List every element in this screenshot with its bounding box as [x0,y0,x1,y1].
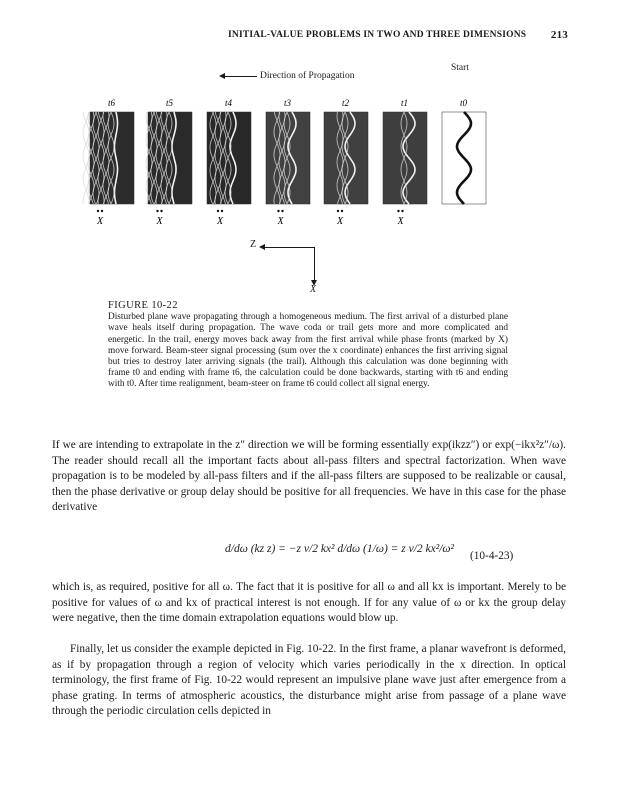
phase-marker-x: X [156,216,163,227]
wave-frame [207,112,251,204]
frame-label: t0 [460,98,468,108]
figure-label: FIGURE 10-22 [108,300,178,311]
page-number: 213 [550,29,568,41]
axis-z-label: Z [250,239,257,250]
equation: d/dω (kz z) = −z v/2 kx² d/dω (1/ω) = z v/2 kx²/ω² [225,543,454,555]
marker-dot [337,210,339,212]
frame-label: t3 [284,98,292,108]
wave-frame [146,112,192,204]
paragraph-2: which is, as required, positive for all ω. The fact that it is positive for all ω and all kx is important. Merely to be positive for values of ω and kx of practical interest is not enough. If for any value of ω or kx the group delay were negative, then the time domain extrapolation equations would blow up. [52,581,566,625]
wave-frame [324,112,368,204]
wave-frame [266,112,310,204]
frame-label: t6 [108,98,116,108]
marker-dot [221,210,223,212]
paragraph-1: If we are intending to extrapolate in the z″ direction we will be forming essentially exp(ikzz″) or exp(−ikx²z″/ω). The reader should recall all the important facts about all-pass filters and spectral factorization. When wave propagation is to be modeled by all-pass filters and if the all-pass filters are supposed to be realizable or causal, then the phase derivative or group delay should be positive for all frequencies. We have in this case for the phase derivative [52,439,566,514]
axis-x-arrow [314,247,315,281]
marker-dot [97,210,99,212]
figure-caption [108,300,508,391]
caption-text: Disturbed plane wave propagating through a homogeneous medium. The first arrival of a disturbed plane wave heals itself during propagation. The wave coda or trail gets more and more complicated and energetic. In the trail, energy moves back away from the first arrival while phase fronts (marked by X) move forward. Beam-steer signal processing (sum over the x coordinate) enhances the first arriving signal but tries to destroy later arriving signals (the trail). Although this calculation was done beginning with frame t0 and ending with frame t6, the calculation could be done backwards, starting with t6 and ending with t0. After time realignment, beam-steer on frame t6 could collect all signal energy. [108,312,508,390]
axis-z-arrow [264,247,314,248]
marker-dot [156,210,158,212]
direction-label: Direction of Propagation [260,71,355,81]
phase-marker-x: X [217,216,224,227]
phase-marker-x: X [337,216,344,227]
axis-diagram [250,238,330,293]
phase-marker-x: X [277,216,284,227]
marker-dot [341,210,343,212]
axis-x-label: X [310,284,317,295]
phase-marker-x: X [397,216,404,227]
marker-dot [277,210,279,212]
wave-frames-figure [0,0,617,240]
header-title: INITIAL-VALUE PROBLEMS IN TWO AND THREE DIMENSIONS [228,30,527,40]
frame-label: t5 [166,98,174,108]
wave-frame [442,112,486,204]
equation-number: (10-4-23) [470,550,514,562]
start-label: Start [451,63,469,73]
paragraph-3: Finally, let us consider the example depicted in Fig. 10-22. In the first frame, a planar wavefront is deformed, as if by propagation through a region of velocity which varies periodically in the x direction. In optical terminology, the first frame of Fig. 10-22 would represent an impulsive plane wave just after emergence from a phase grating. In terms of atmospheric acoustics, the disturbance might arise from passage of a plane wave through the periodic circulation cells depicted in [52,643,566,718]
marker-dot [217,210,219,212]
frame-label: t2 [342,98,350,108]
wave-frame [83,112,134,204]
frame-label: t4 [225,98,233,108]
wave-frame [383,112,427,204]
marker-dot [101,210,103,212]
frame-label: t1 [401,98,409,108]
marker-dot [397,210,399,212]
phase-marker-x: X [97,216,104,227]
marker-dot [160,210,162,212]
marker-dot [281,210,283,212]
marker-dot [401,210,403,212]
